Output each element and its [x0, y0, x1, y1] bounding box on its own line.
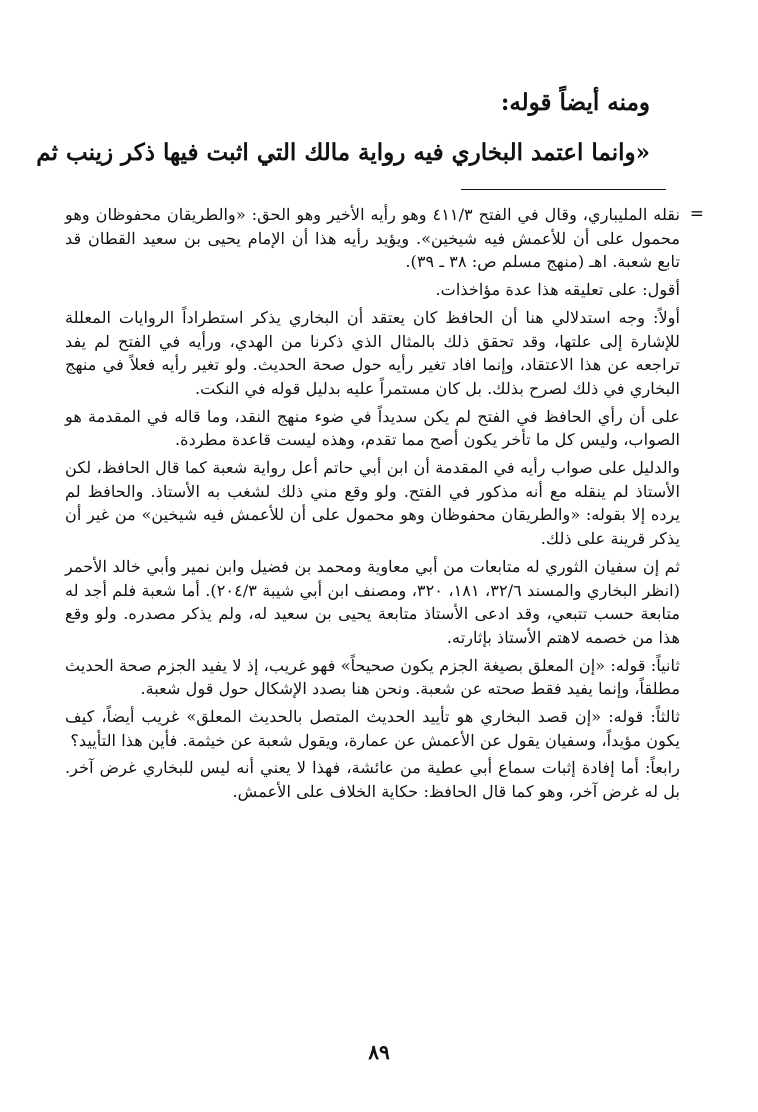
- footnote-separator: [461, 189, 666, 190]
- quote-line: «وانما اعتمد البخاري فيه رواية مالك التي اثبت فيها ذكر زينب ثم: [36, 139, 650, 166]
- footnote-paragraph-4: على أن رأي الحافظ في الفتح لم يكن سديداً في ضوء منهج النقد، وما قاله في المقدمة هو الصواب، وليس كل ما تأخر يكون أصح مما تقدم، وهذه ليست قاعدة مطردة.: [65, 406, 680, 450]
- footnote-paragraph-8: ثالثاً: قوله: «إن قصد البخاري هو تأييد الحديث المتصل بالحديث المعلق» غريب أيضاً، كيف يكون مؤيداً، وسفيان يقول عن الأعمش عن عمارة، ويقول شعبة عن خيثمة. فأين هذا التأييد؟: [65, 707, 680, 750]
- footnote-paragraph-6: ثم إن سفيان الثوري له متابعات من أبي معاوية ومحمد بن فضيل وابن نمير وأبي خالد الأحمر (انظر البخاري والمسند ٣٢/٦، ١٨١، ٣٢٠، ومصنف ابن أبي شيبة ٢٠٤/٣). أما شعبة فلم أجد له متابعة حسب تتبعي، وقد ادعى الأستاذ متابعة يحيى بن سعيد له، ولم يذكر مصدره. ولو وقع هذا من خصمه لاهتم الأستاذ بإثارته.: [65, 556, 680, 647]
- section-heading: ومنه أيضاً قوله:: [500, 89, 650, 116]
- footnotes: [65, 203, 704, 808]
- footnote-text-1: نقله المليباري، وقال في الفتح ٤١١/٣ وهو رأيه الأخير وهو الحق: «والطريقان محفوظان وهو محمول على أن للأعمش فيه شيخين». ويؤيد رأيه هذا أن الإمام يحيى بن سعيد القطان قد تابع شعبة. اهـ (منهج مسلم ص: ٣٨ ـ ٣٩).: [65, 205, 680, 272]
- footnote-paragraph-3: أولاً: وجه استدلالي هنا أن الحافظ كان يعتقد أن البخاري يذكر استطراداً الروايات المعللة للإشارة إلى علتها، وقد تحقق ذلك بالمثال الذي ذكرنا من الهدي، ورأيه في الفتح لم يفد تراجعه عن هذا الاعتقاد، وإنما افاد تغير رأيه حول صحة الحديث. ولو تغير رأيه فعلاً في منهج البخاري في ذلك لصرح بذلك. بل كان مستمراً عليه بدليل قوله في النكت.: [65, 307, 680, 398]
- page-number: ٨٩: [368, 1040, 390, 1064]
- footnote-paragraph-7: ثانياً: قوله: «إن المعلق بصيغة الجزم يكون صحيحاً» فهو غريب، إذ لا يفيد الجزم صحة الحديث مطلقاً، وإنما يفيد فقط صحته عن شعبة. ونحن هنا بصدد الإشكال حول قول شعبة.: [65, 655, 680, 699]
- continuation-mark: =: [689, 204, 704, 224]
- footnote-paragraph-5: والدليل على صواب رأيه في المقدمة أن ابن أبي حاتم أعل رواية شعبة كما قال الحافظ، لكن الأستاذ لم ينقله مع أنه مذكور في الفتح. ولو وقع مني ذلك لشغب به الأستاذ. والحافظ لم يرده إلا بقوله: «والطريقان محفوظان وهو محمول على أن للأعمش فيه شيخين» من غير أن يذكر قرينة على ذلك.: [65, 458, 680, 549]
- footnote-paragraph-2: أقول: على تعليقه هذا عدة مؤاخذات.: [435, 280, 680, 300]
- footnote-paragraph-1: [65, 203, 704, 274]
- footnote-paragraph-9: رابعاً: أما إفادة إثبات سماع أبي عطية من عائشة، فهذا لا يعني أنه ليس للبخاري غرض آخر. بل له غرض آخر، وهو كما قال الحافظ: حكاية الخلاف على الأعمش.: [65, 758, 680, 802]
